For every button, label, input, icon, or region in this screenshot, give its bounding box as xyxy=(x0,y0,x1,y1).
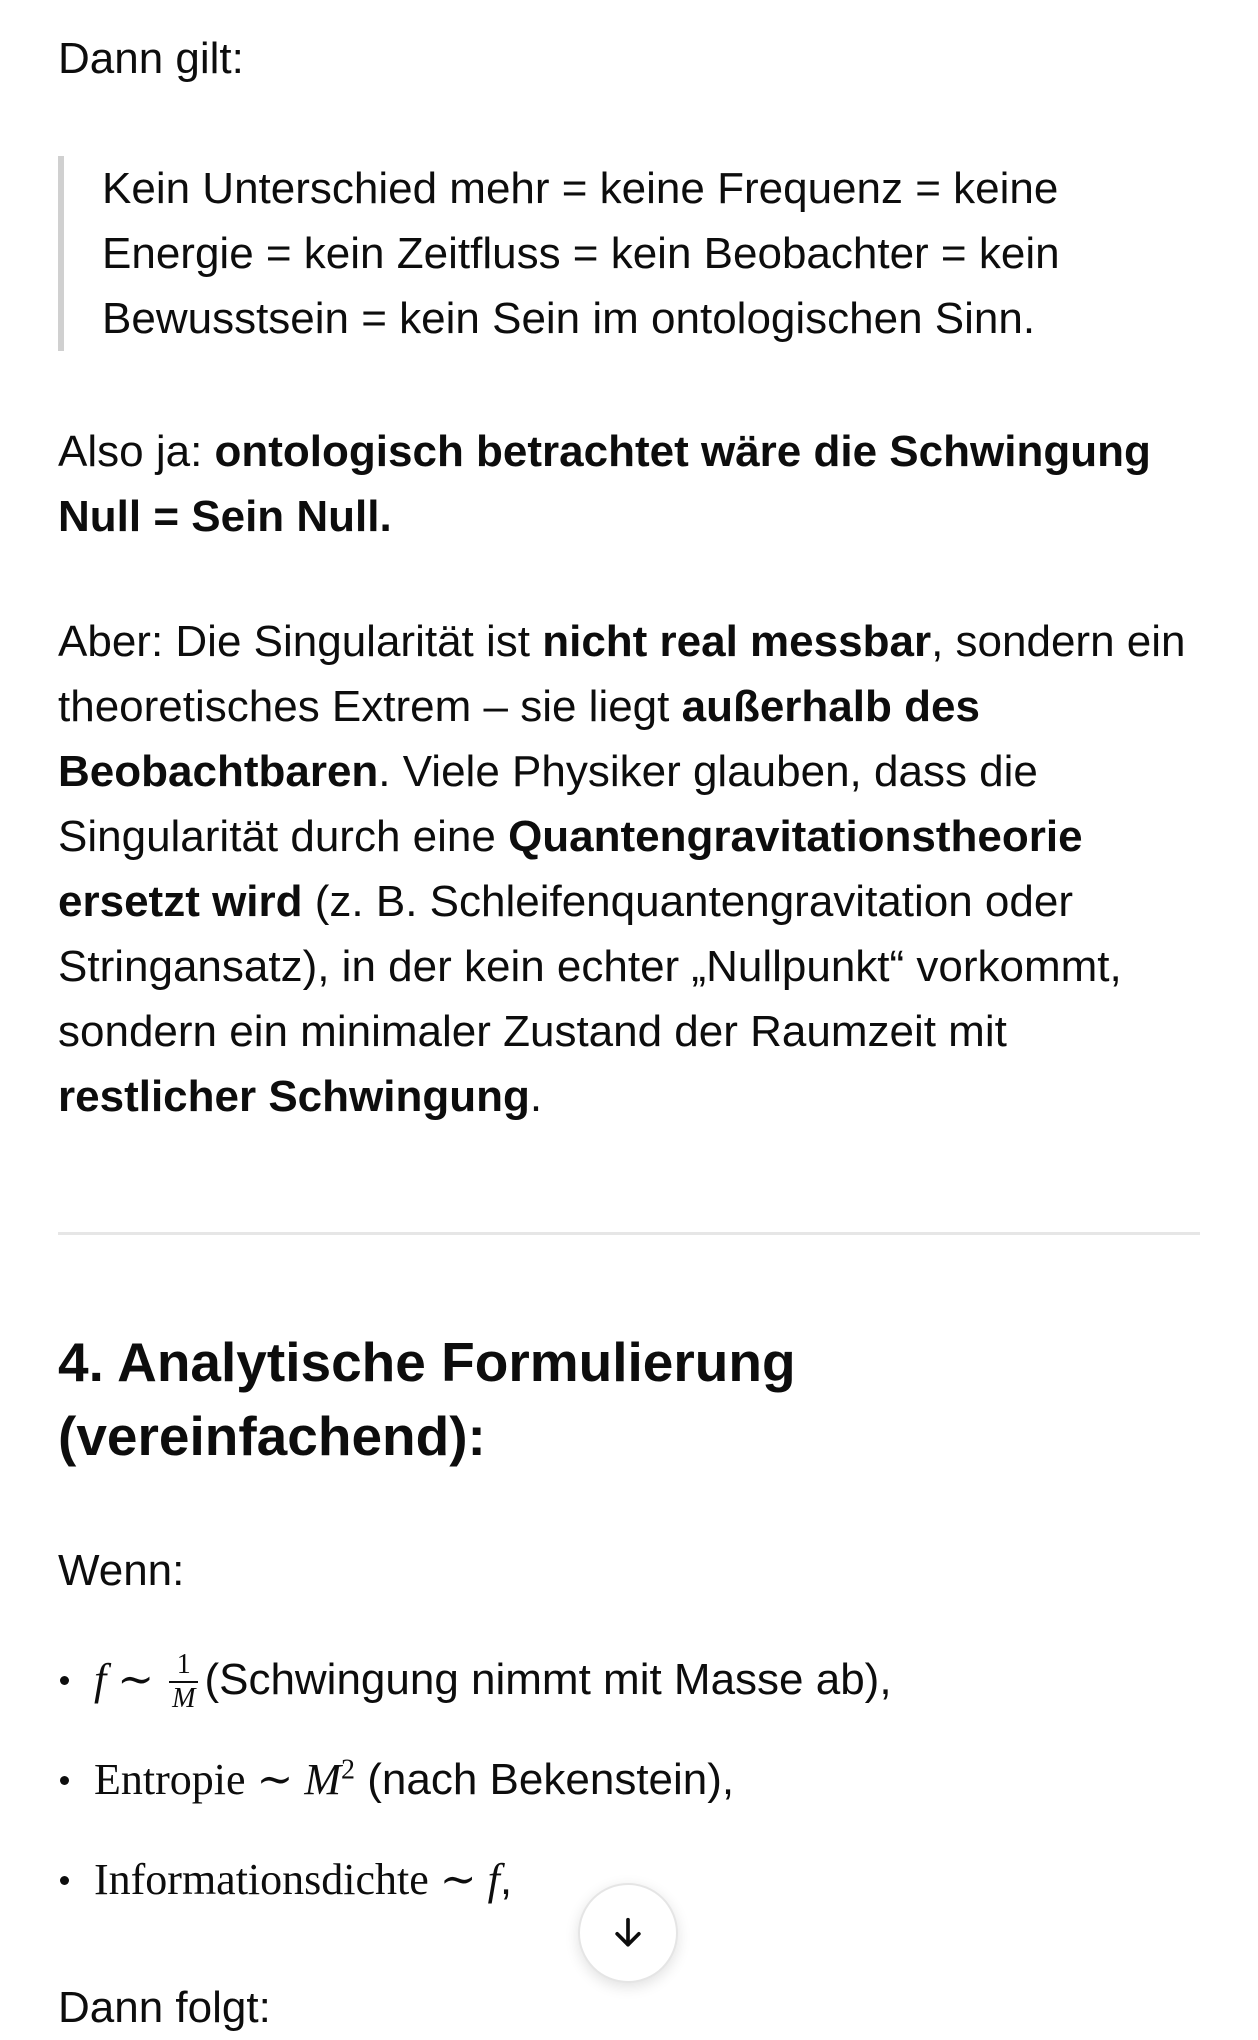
math-relation: ∼ xyxy=(106,1655,166,1704)
paragraph-lead: Also ja: xyxy=(58,427,215,476)
bullet-dot xyxy=(60,1876,69,1885)
math-expression xyxy=(94,1655,165,1704)
math-expression xyxy=(94,1755,355,1804)
section-divider xyxy=(58,1232,1200,1235)
scroll-to-bottom-button[interactable] xyxy=(578,1883,678,1983)
math-relation: ∼ xyxy=(428,1855,488,1904)
text-span: (z. B. Schleifenquantengravitation oder Stringansatz), in der kein echter „Nullpunkt“ vorkommt, sondern ein minimaler Zustand der Raumzeit mit xyxy=(58,877,1122,1056)
bullet-dot xyxy=(60,1776,69,1785)
bullet-dot xyxy=(60,1676,69,1685)
math-exponent: 2 xyxy=(341,1754,356,1786)
wenn-label: Wenn: xyxy=(58,1546,185,1595)
math-var: f xyxy=(94,1655,107,1704)
fraction-numerator: 1 xyxy=(169,1649,198,1683)
list-item-text: , xyxy=(499,1855,513,1904)
text-span: . xyxy=(529,1072,543,1121)
math-expression xyxy=(94,1855,500,1904)
fraction-denominator: M xyxy=(172,1683,196,1715)
bold-span: restlicher Schwingung xyxy=(58,1072,530,1121)
bold-span: nicht real messbar xyxy=(542,617,932,666)
math-fraction xyxy=(169,1649,198,1715)
text-span: . Viele Physiker glauben, dass die Singularität durch eine xyxy=(58,747,1038,861)
math-var: f xyxy=(487,1855,500,1904)
paragraph-singularity xyxy=(58,609,1200,1129)
math-word: Informationsdichte xyxy=(94,1855,429,1904)
list-item-text: (Schwingung nimmt mit Masse ab), xyxy=(204,1655,892,1704)
arrow-down-icon xyxy=(608,1913,648,1953)
bold-span: Quantengravitationstheorie ersetzt wird xyxy=(58,812,1083,926)
math-var: M xyxy=(304,1755,342,1804)
paragraph-bold: ontologisch betrachtet wäre die Schwingung Null = Sein Null. xyxy=(58,427,1151,541)
math-word: Entropie xyxy=(94,1755,246,1804)
next-paragraph-text: Dann folgt: xyxy=(58,1983,271,2032)
text-span: , sondern ein theoretisches Extrem – sie liegt xyxy=(58,617,1186,731)
section-heading: 4. Analytische Formulierung (vereinfachend): xyxy=(58,1331,796,1467)
math-relation: ∼ xyxy=(245,1755,305,1804)
list-item-text: (nach Bekenstein), xyxy=(355,1755,735,1804)
intro-text: Dann gilt: xyxy=(58,34,244,83)
text-span: Aber: Die Singularität ist xyxy=(58,617,543,666)
paragraph-conclusion xyxy=(58,419,1200,549)
bold-span: außerhalb des Beobachtbaren xyxy=(58,682,980,796)
blockquote xyxy=(58,156,1178,351)
list-item xyxy=(58,1730,1200,1830)
blockquote-text: Kein Unterschied mehr = keine Frequenz = keine Energie = kein Zeitfluss = kein Beobachter = kein Bewusstsein = kein Sein im ontologischen Sinn. xyxy=(102,164,1060,343)
list-item xyxy=(58,1630,1200,1730)
